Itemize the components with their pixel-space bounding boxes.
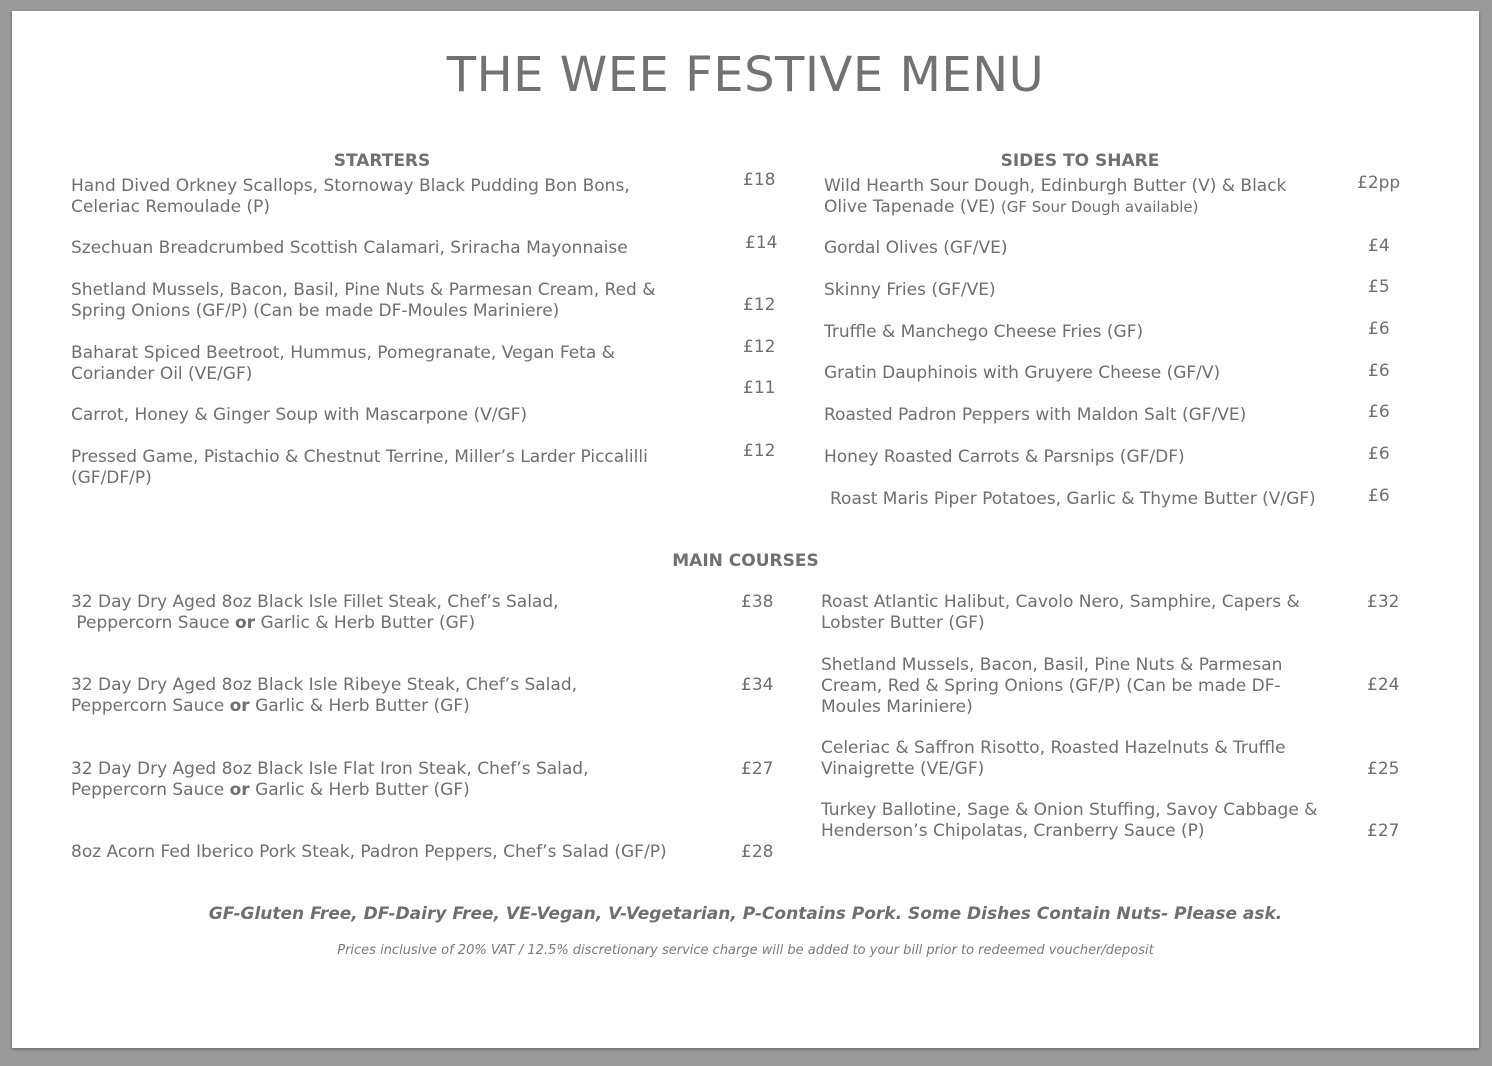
sides-heading: SIDES TO SHARE [1000,151,1160,171]
main-price: £24 [1367,675,1400,695]
side-item: Truffle & Manchego Cheese Fries (GF) [824,322,1144,342]
sauce-text: Peppercorn Sauce [71,780,225,800]
main-item: Roast Atlantic Halibut, Cavolo Nero, Samphire, Capers & Lobster Butter (GF) [821,592,1300,633]
menu-title: THE WEE FESTIVE MENU [446,47,1045,103]
side-item [824,176,1334,218]
main-item: 8oz Acorn Fed Iberico Pork Steak, Padron Peppers, Chef’s Salad (GF/P) [71,842,667,862]
main-item [71,592,731,634]
sauce-text: Garlic & Herb Butter (GF) [255,780,470,800]
side-item-note: (GF Sour Dough available) [1000,198,1199,216]
side-item: Skinny Fries (GF/VE) [824,280,996,300]
side-item: Roasted Padron Peppers with Maldon Salt (GF/VE) [824,405,1247,425]
sauce-text: Garlic & Herb Butter (GF) [260,613,476,633]
side-item-name: Wild Hearth Sour Dough, Edinburgh Butter (V) & Black Olive Tapenade (VE) [824,176,1287,217]
main-price: £34 [741,675,774,695]
starter-item: Carrot, Honey & Ginger Soup with Mascarpone (V/GF) [71,405,528,425]
main-price: £38 [741,592,774,612]
starter-price: £12 [743,441,776,461]
starters-heading: STARTERS [333,151,431,171]
sauce-text: Peppercorn Sauce [71,696,225,716]
starter-item: Baharat Spiced Beetroot, Hummus, Pomegranate, Vegan Feta & Coriander Oil (VE/GF) [71,343,615,384]
starter-item: Hand Dived Orkney Scallops, Stornoway Black Pudding Bon Bons, Celeriac Remoulade (P) [71,176,630,217]
side-price: £5 [1368,277,1390,297]
dietary-legend: GF-Gluten Free, DF-Dairy Free, VE-Vegan, V-Vegetarian, P-Contains Pork. Some Dishes Contain Nuts- Please ask. [208,904,1283,924]
side-item: Roast Maris Piper Potatoes, Garlic & Thyme Butter (V/GF) [830,489,1316,509]
starter-item: Pressed Game, Pistachio & Chestnut Terrine, Miller’s Larder Piccalilli (GF/DF/P) [71,447,648,488]
main-item [71,759,731,801]
sauce-text: Peppercorn Sauce [76,613,230,633]
starter-item: Shetland Mussels, Bacon, Basil, Pine Nuts & Parmesan Cream, Red & Spring Onions (GF/P) (Can be made DF-Moules Mariniere) [71,280,656,321]
side-price: £2pp [1357,173,1401,193]
sauce-or: or [229,780,250,800]
side-price: £6 [1368,319,1390,339]
starter-price: £12 [743,295,776,315]
main-item-sauce [71,613,731,634]
side-price: £6 [1368,361,1390,381]
side-price: £6 [1368,402,1390,422]
main-item-name: 32 Day Dry Aged 8oz Black Isle Fillet Steak, Chef’s Salad, [71,592,559,612]
main-item [71,675,731,717]
side-price: £6 [1368,444,1390,464]
main-item-sauce [71,696,731,717]
main-item: Turkey Ballotine, Sage & Onion Stuffing, Savoy Cabbage & Henderson’s Chipolatas, Cranberry Sauce (P) [821,800,1318,841]
starter-price: £11 [743,378,776,398]
main-item: Celeriac & Saffron Risotto, Roasted Hazelnuts & Truffle Vinaigrette (VE/GF) [821,738,1286,779]
main-item-sauce [71,780,731,801]
vat-note: Prices inclusive of 20% VAT / 12.5% discretionary service charge will be added to your bill prior to redeemed voucher/deposit [337,943,1154,958]
side-item: Gordal Olives (GF/VE) [824,238,1008,258]
side-item: Gratin Dauphinois with Gruyere Cheese (GF/V) [824,363,1221,383]
sauce-or: or [234,613,256,633]
side-price: £6 [1368,486,1390,506]
main-item: Shetland Mussels, Bacon, Basil, Pine Nuts & Parmesan Cream, Red & Spring Onions (GF/P) (Can be made DF-Moules Mariniere) [821,655,1283,717]
starter-price: £14 [745,233,778,253]
side-price: £4 [1368,236,1390,256]
starter-price: £12 [743,337,776,357]
main-item-name: 32 Day Dry Aged 8oz Black Isle Ribeye Steak, Chef’s Salad, [71,675,578,695]
side-item: Honey Roasted Carrots & Parsnips (GF/DF) [824,447,1185,467]
menu-page [12,11,1479,1048]
mains-heading: MAIN COURSES [672,551,819,571]
main-price: £27 [741,759,774,779]
main-price: £27 [1367,821,1400,841]
sauce-or: or [229,696,250,716]
main-price: £32 [1367,592,1400,612]
main-price: £25 [1367,759,1400,779]
starter-price: £18 [743,170,776,190]
main-item-name: 32 Day Dry Aged 8oz Black Isle Flat Iron Steak, Chef’s Salad, [71,759,589,779]
main-price: £28 [741,842,774,862]
starter-item: Szechuan Breadcrumbed Scottish Calamari, Sriracha Mayonnaise [71,238,628,258]
sauce-text: Garlic & Herb Butter (GF) [255,696,470,716]
